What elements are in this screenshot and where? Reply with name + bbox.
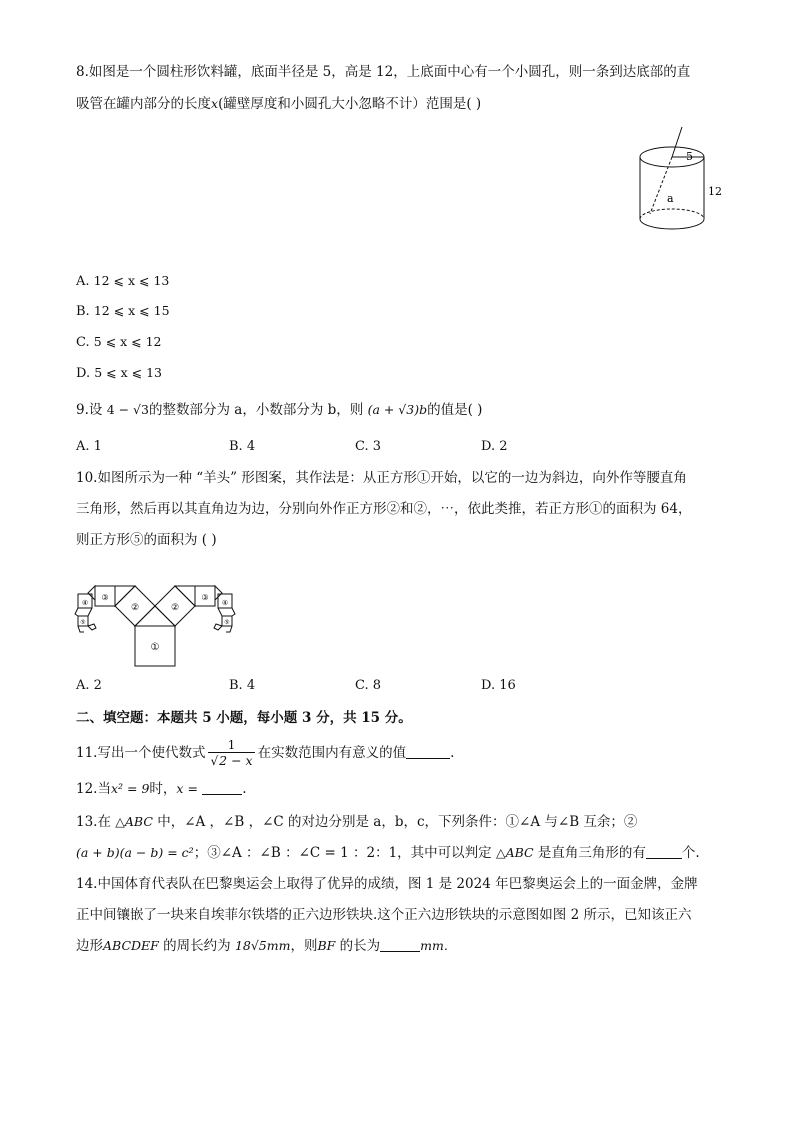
label-4-left: ④ xyxy=(81,599,89,607)
q8-option-b[interactable]: B. 12 ⩽ x ⩽ 15 xyxy=(76,303,170,319)
label-5-left: ⑤ xyxy=(80,619,86,626)
q10-stem-line-1: 10.如图所示为一种 “羊头” 形图案，其作法是：从正方形①开始，以它的一边为斜边，向外作等腰直角 xyxy=(76,470,687,486)
q13-stem-line-2: (a + b)(a − b) = c²；③∠A ：∠B ：∠C = 1 ：2：1，其中可以判定 △ABC 是直角三角形的有 个. xyxy=(76,845,700,861)
q11-answer-blank[interactable] xyxy=(406,744,450,759)
q8-option-d[interactable]: D. 5 ⩽ x ⩽ 13 xyxy=(76,365,162,381)
label-2-left: ② xyxy=(130,603,140,613)
q10-option-b[interactable]: B. 4 xyxy=(229,678,256,693)
q13-answer-blank[interactable] xyxy=(646,844,682,859)
label-3-right: ③ xyxy=(201,593,209,602)
q8-stem-line-2 xyxy=(76,94,481,114)
height-label: 12 xyxy=(708,185,722,198)
q8-option-c[interactable]: C. 5 ⩽ x ⩽ 12 xyxy=(76,334,162,350)
radius-label: 5 xyxy=(686,150,693,163)
q8-stem-line-1: 8.如图是一个圆柱形饮料罐，底面半径是 5，高是 12，上底面中心有一个小圆孔，则一条到达底部的直 xyxy=(76,64,691,80)
q9-expression: 4 − √3 xyxy=(106,402,149,417)
q14-stem-line-2: 正中间镶嵌了一块来自埃菲尔铁塔的正六边形铁块.这个正六边形铁块的示意图如图 2 所示，已知该正六 xyxy=(76,907,692,923)
q10-stem-line-2: 三角形，然后再以其直角边为边，分别向外作正方形②和②，⋯，依此类推，若正方形①的面积为 64， xyxy=(76,501,692,517)
straw-outside xyxy=(672,127,682,157)
q10-option-a[interactable]: A. 2 xyxy=(76,678,102,693)
q14-stem-line-3: 边形ABCDEF 的周长约为 18√5mm，则BF 的长为 mm. xyxy=(76,938,448,954)
triangle-1 xyxy=(135,606,175,626)
cylinder-figure xyxy=(630,122,740,237)
q10-option-c[interactable]: C. 8 xyxy=(355,678,382,693)
q14-answer-blank[interactable] xyxy=(380,937,420,952)
q9-stem: 9.设 4 − √3的整数部分为 a，小数部分为 b，则 (a + √3)b的值是( ) xyxy=(76,402,483,418)
cylinder-bottom-front xyxy=(640,219,704,229)
q11-fraction: $\frac{1}{√2 - x}$ xyxy=(210,738,253,768)
q14-stem-line-1: 14.中国体育代表队在巴黎奥运会上取得了优异的成绩，图 1 是 2024 年巴黎奥运会上的一面金牌，金牌 xyxy=(76,876,698,892)
ram-head-figure xyxy=(70,584,240,669)
label-3-left: ③ xyxy=(101,593,109,602)
label-4-right: ④ xyxy=(221,599,229,607)
q9-option-a[interactable]: A. 1 xyxy=(76,439,102,454)
q10-stem-line-3: 则正方形⑤的面积为 ( ) xyxy=(76,532,217,548)
q9-option-d[interactable]: D. 2 xyxy=(481,439,508,454)
q12-expression: x² = 9 xyxy=(110,781,150,796)
section-2-title: 二、填空题：本题共 5 小题，每小题 3 分，共 15 分。 xyxy=(76,710,412,726)
label-1: ① xyxy=(150,642,160,653)
q8-stem-text: 吸管在罐内部分的长度 xyxy=(76,96,211,112)
q10-option-d[interactable]: D. 16 xyxy=(481,678,516,693)
q13-stem-line-1: 13.在 △ABC 中，∠A ，∠B ，∠C 的对边分别是 a，b，c，下列条件：①∠A 与∠B 互余；② xyxy=(76,814,638,830)
q8-option-a[interactable]: A. 12 ⩽ x ⩽ 13 xyxy=(76,273,170,289)
q9-expression-2: (a + √3)b xyxy=(367,402,428,417)
q11-stem: 11.写出一个使代数式 $\frac{1}{√2 - x}$ 在实数范围内有意义的值 . xyxy=(76,738,455,768)
q9-option-b[interactable]: B. 4 xyxy=(229,439,256,454)
cylinder-bottom-back xyxy=(640,209,704,219)
q12-answer-blank[interactable] xyxy=(202,780,242,795)
label-2-right: ② xyxy=(170,603,180,613)
q9-option-c[interactable]: C. 3 xyxy=(355,439,382,454)
q12-stem: 12.当x² = 9时，x = . xyxy=(76,781,247,797)
label-5-right: ⑤ xyxy=(224,619,230,626)
straw-label: a xyxy=(667,192,674,205)
q8-stem-text-end: (罐壁厚度和小圆孔大小忽略不计）范围是( ) xyxy=(218,96,482,112)
q8-variable: x xyxy=(211,96,219,111)
